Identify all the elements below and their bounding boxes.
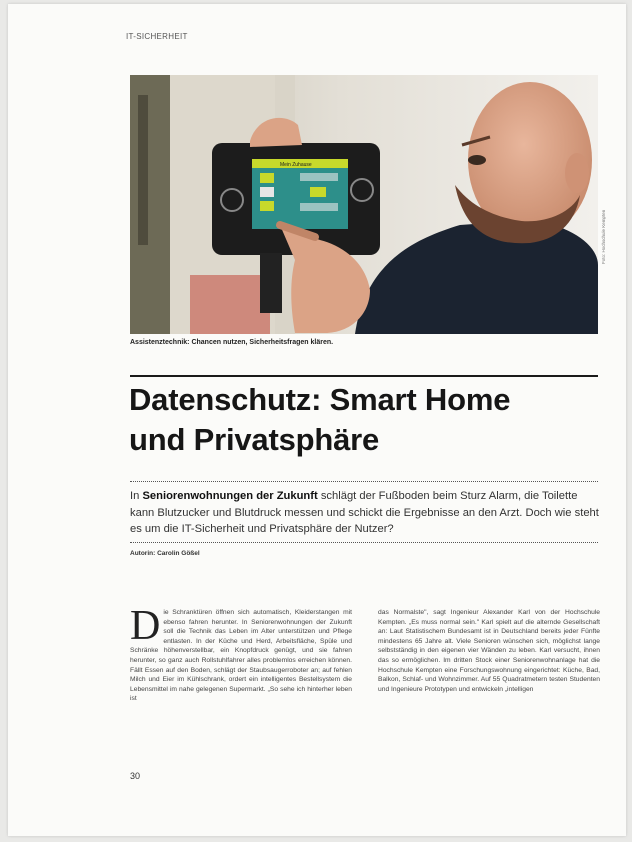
headline-rule <box>130 375 598 377</box>
lead-text: schlägt der Fußboden beim Sturz Alarm, die Toilette kann Blutzucker und Blutdruck messen und schickt die Ergebnisse an den Arzt. Doch wie steht es um die IT-Sicherheit und Privatsphäre der Nutzer? <box>130 490 599 535</box>
author-byline: Autorin: Carolin Gößel <box>130 550 200 557</box>
lead-paragraph <box>130 488 600 538</box>
body-text-right: das Normalste", sagt Ingenieur Alexander Karl von der Hochschule Kempten. „Es muss normal sein." Karl spielt auf die alternde Gesellschaft an: Laut Statistischem Bundesamt ist in Deutschland bereits jeder Fünfte mindestens 65 Jahre alt. Viele Senioren wünschen sich, möglichst lange selbstständig in den eigenen vier Wänden zu leben. Karl versucht, ihnen das so ermöglichen. Im dritten Stock einer Seniorenwohnanlage hat die Hochschule Kempten eine Forschungswohnung eingerichtet: Küche, Bad, Balkon, Schlaf- und Wohnzimmer. Auf 55 Quadratmetern testen Studenten und Ingenieure Prototypen und entwickeln „intelligen <box>378 609 600 693</box>
lead-prefix: In <box>130 490 143 502</box>
article-headline <box>129 380 599 460</box>
lead-divider-bottom <box>130 542 598 543</box>
headline-line-1: Datenschutz: Smart Home <box>129 382 511 417</box>
device-screen-header: Mein Zuhause <box>280 162 312 168</box>
headline-line-2: und Privatsphäre <box>129 422 380 457</box>
body-column-right <box>378 608 600 694</box>
drop-cap: D <box>130 603 161 649</box>
lead-emphasis: Seniorenwohnungen der Zukunft <box>142 490 318 502</box>
body-text-left: ie Schranktüren öffnen sich automatisch, Kleiderstangen mit ebenso fahren herunter. In Seniorenwohnungen der Zukunft soll die Technik das Leben im Alter unterstützen und Pflege entlasten. In der Küche und Herd, Arbeitsfläche, Spüle und Schränke höhenverstellbar, ein Knopfdruck genügt, und sie fahren herunter, so ganz auch Rollstuhlfahrer alles problemlos erreichen können. Fällt Essen auf den Boden, schlägt der Staubsaugerroboter an; auf fehlen Milch und Eier im Kühlschrank, ordert ein intelligentes Bestellsystem die Lebensmittel im nahe gelegenen Supermarkt. „So sehe ich hinterher leben ist <box>130 609 352 703</box>
section-label: IT-SICHERHEIT <box>126 32 188 41</box>
photo-caption: Assistenztechnik: Chancen nutzen, Sicherheitsfragen klären. <box>130 339 334 346</box>
magazine-page <box>8 4 626 836</box>
page-number: 30 <box>130 771 141 781</box>
photo-illustration <box>130 75 598 334</box>
article-photo <box>130 75 598 334</box>
body-column-left <box>130 603 352 704</box>
photo-credit: Foto: Hochschule Kempten <box>601 209 606 264</box>
lead-divider-top <box>130 481 598 482</box>
